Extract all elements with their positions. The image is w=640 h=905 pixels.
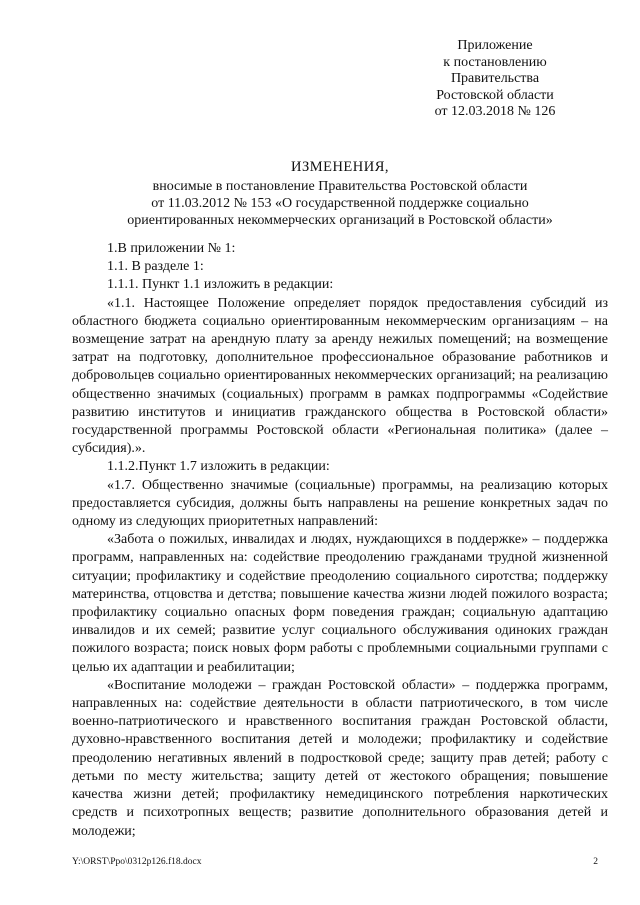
paragraph: 1.1.2.Пункт 1.7 изложить в редакции: [107, 459, 330, 475]
appendix-line: от 12.03.2018 № 126 [434, 104, 556, 119]
paragraph: «1.7. Общественно значимые (социальные) программы, на реализацию которых предоставляется субсидия, должны быть направлены на решение конкретных задач по одному из следующих приоритетных направлений: [72, 477, 608, 530]
document-title: ИЗМЕНЕНИЯ, [290, 159, 390, 175]
document-subtitle-line: от 11.03.2012 № 153 «О государственной поддержке социально [151, 196, 529, 211]
appendix-note [400, 38, 590, 121]
document-heading [72, 158, 608, 229]
paragraph: 1.В приложении № 1: [107, 241, 236, 256]
paragraph: 1.1.1. Пункт 1.1 изложить в редакции: [107, 277, 334, 293]
appendix-line: к постановлению [443, 54, 547, 70]
appendix-line: Приложение [457, 38, 533, 53]
paragraph: «1.1. Настоящее Положение определяет порядок предоставления субсидий из областного бюджета социально ориентированным некоммерческим организациям – на возмещение затрат на арендную плату за аренду нежилых помещений; на возмещение затрат на подготовку, дополнительное профессиональное образование работников и добровольцев социально ориентированных некоммерческих организаций; на реализацию общественно значимых (социальных) программ в рамках подпрограммы «Содействие развитию институтов и инициатив гражданского общества в Ростовской области» государственной программы Ростовской области «Региональная политика» (далее – субсидия).». [72, 295, 608, 457]
appendix-line: Правительства [450, 71, 540, 86]
appendix-line: Ростовской области [436, 87, 554, 103]
file-path: Y:\ORST\Ppo\0312p126.f18.docx [72, 857, 202, 867]
page-number: 2 [593, 857, 598, 867]
document-body [72, 240, 608, 841]
document-subtitle-line: ориентированных некоммерческих организаций в Ростовской области» [127, 213, 553, 228]
paragraph: «Воспитание молодежи – граждан Ростовской области» – поддержка программ, направленных на: содействие деятельности в области патриотического, в том числе военно-патриотического и нравственного воспитания граждан Ростовской области, духовно-нравственного воспитания детей и молодежи; профилактику и содействие преодолению негативных явлений в подростковой среде; защиту прав детей; работу с детьми по месту жительства; защиту детей от жестокого обращения; повышение качества жизни детей; профилактику немедицинского потребления наркотических средств и психотропных веществ; развитие дополнительного образования детей и молодежи; [72, 677, 608, 839]
paragraph: 1.1. В разделе 1: [107, 259, 204, 275]
document-subtitle-line: вносимые в постановление Правительства Ростовской области [152, 179, 528, 194]
paragraph: «Забота о пожилых, инвалидах и людях, нуждающихся в поддержке» – поддержка программ, направленных на: содействие преодолению гражданами трудной жизненной ситуации; профилактику и содействие преодолению социального сиротства; поддержку материнства, отцовства и детства; повышение качества жизни людей пожилого возраста; профилактику социально опасных форм поведения граждан; социальную адаптацию инвалидов и их семей; развитие услуг социального обслуживания одиноких граждан пожилого возраста; поиск новых форм работы с проблемными социальными группами с целью их адаптации и реабилитации; [72, 532, 608, 675]
